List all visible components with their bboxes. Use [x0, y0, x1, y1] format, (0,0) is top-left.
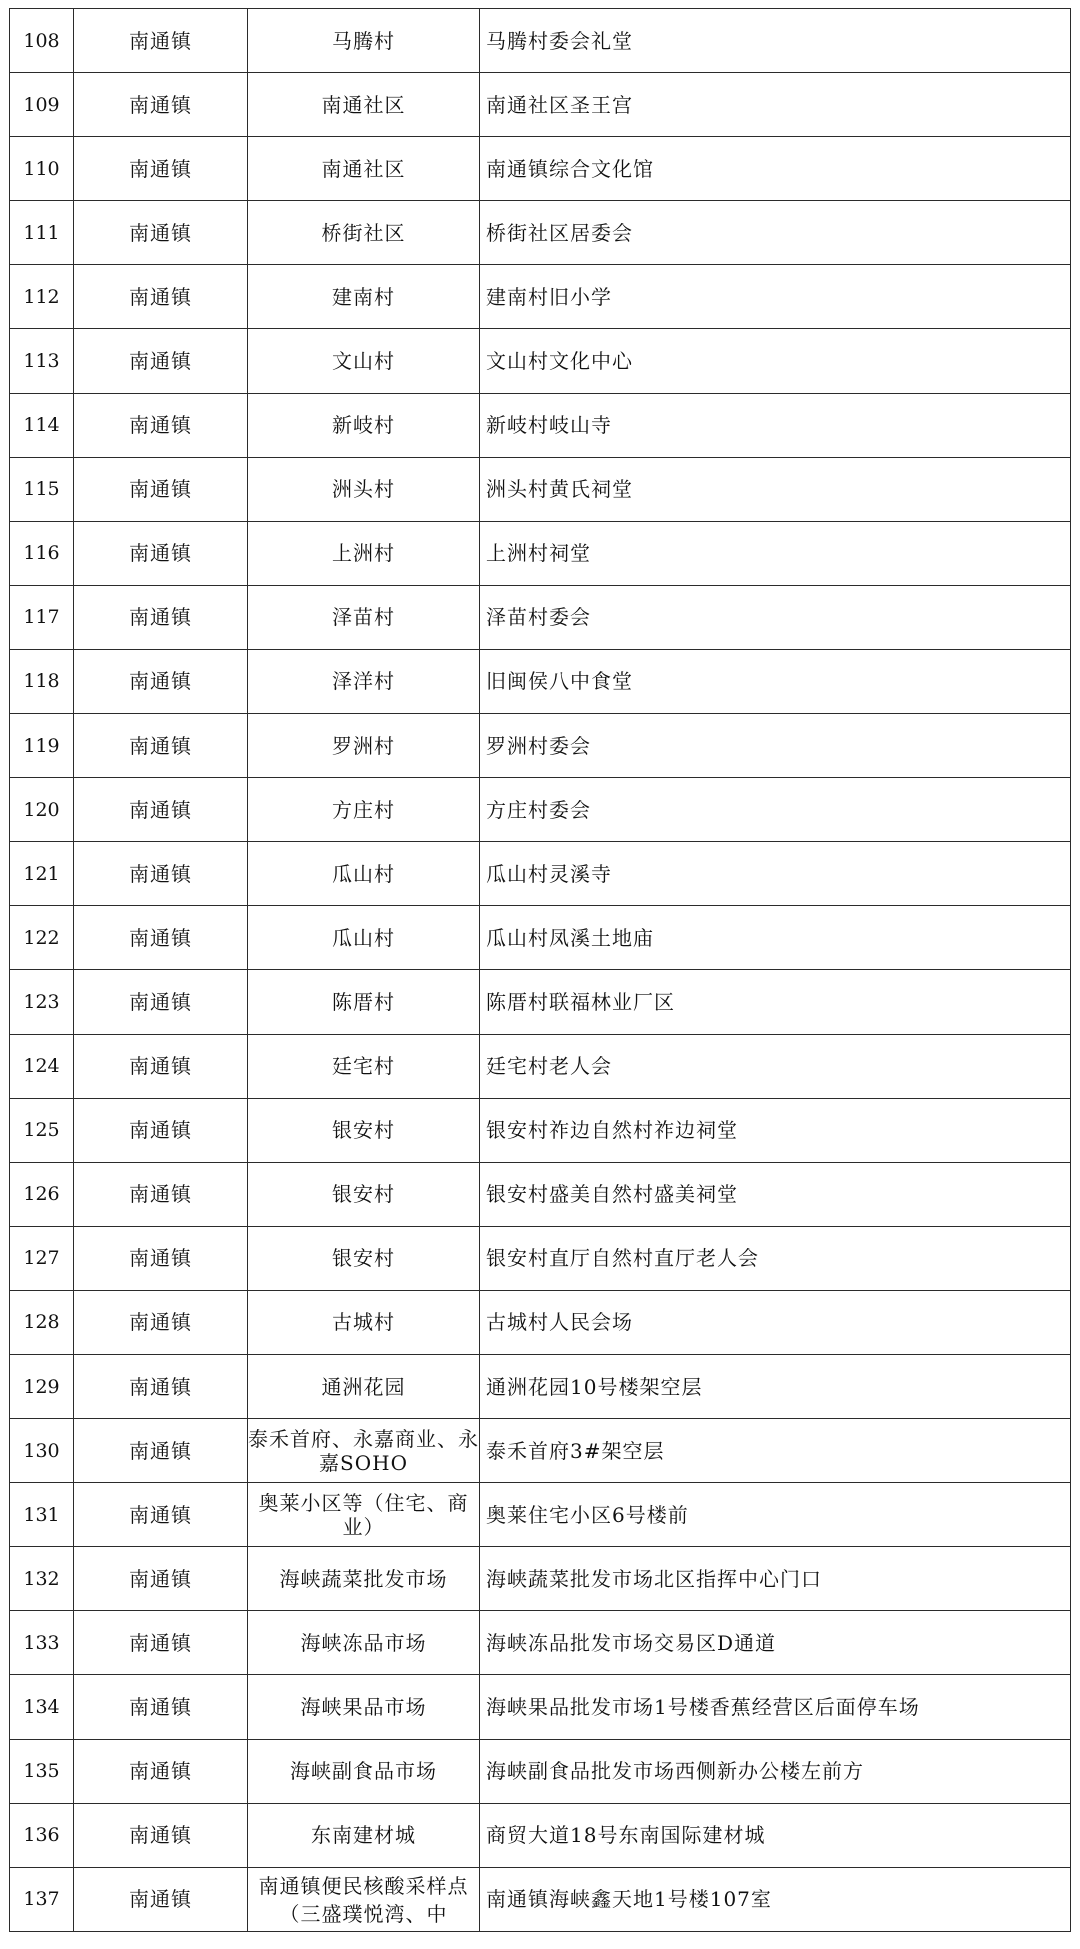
site-cell: 银安村: [248, 1098, 480, 1162]
town-cell: 南通镇: [74, 906, 248, 970]
address-cell: 廷宅村老人会: [480, 1034, 1071, 1098]
address-cell: 奥莱住宅小区6号楼前: [480, 1483, 1071, 1547]
row-number: 111: [10, 201, 74, 265]
site-cell: 奥莱小区等（住宅、商业）: [248, 1483, 480, 1547]
address-cell: 海峡果品批发市场1号楼香蕉经营区后面停车场: [480, 1675, 1071, 1739]
row-number: 133: [10, 1611, 74, 1675]
row-number: 123: [10, 970, 74, 1034]
row-number: 108: [10, 9, 74, 73]
address-cell: 桥街社区居委会: [480, 201, 1071, 265]
table-row: [10, 1034, 1071, 1098]
table-row: [10, 1098, 1071, 1162]
address-cell: 银安村祚边自然村祚边祠堂: [480, 1098, 1071, 1162]
table-row: [10, 1675, 1071, 1739]
address-cell: 通洲花园10号楼架空层: [480, 1354, 1071, 1418]
town-cell: 南通镇: [74, 714, 248, 778]
table-row: [10, 521, 1071, 585]
address-cell: 泽苗村委会: [480, 585, 1071, 649]
site-cell: 通洲花园: [248, 1354, 480, 1418]
site-cell: 海峡果品市场: [248, 1675, 480, 1739]
town-cell: 南通镇: [74, 1867, 248, 1931]
row-number: 112: [10, 265, 74, 329]
table-row: [10, 714, 1071, 778]
town-cell: 南通镇: [74, 842, 248, 906]
town-cell: 南通镇: [74, 1419, 248, 1483]
table-row: [10, 842, 1071, 906]
row-number: 118: [10, 649, 74, 713]
address-cell: 海峡蔬菜批发市场北区指挥中心门口: [480, 1547, 1071, 1611]
row-number: 128: [10, 1290, 74, 1354]
site-cell: 南通社区: [248, 137, 480, 201]
town-cell: 南通镇: [74, 1290, 248, 1354]
town-cell: 南通镇: [74, 1611, 248, 1675]
town-cell: 南通镇: [74, 1675, 248, 1739]
site-cell: 罗洲村: [248, 714, 480, 778]
table-row: [10, 137, 1071, 201]
row-number: 135: [10, 1739, 74, 1803]
table-row: [10, 73, 1071, 137]
address-cell: 陈厝村联福林业厂区: [480, 970, 1071, 1034]
row-number: 113: [10, 329, 74, 393]
table-row: [10, 906, 1071, 970]
site-cell: 东南建材城: [248, 1803, 480, 1867]
row-number: 125: [10, 1098, 74, 1162]
table-row: [10, 265, 1071, 329]
town-cell: 南通镇: [74, 1739, 248, 1803]
table-row: [10, 970, 1071, 1034]
table-row: [10, 1162, 1071, 1226]
address-cell: 洲头村黄氏祠堂: [480, 457, 1071, 521]
site-cell: 海峡蔬菜批发市场: [248, 1547, 480, 1611]
site-cell: 文山村: [248, 329, 480, 393]
town-cell: 南通镇: [74, 1483, 248, 1547]
row-number: 130: [10, 1419, 74, 1483]
row-number: 109: [10, 73, 74, 137]
town-cell: 南通镇: [74, 9, 248, 73]
site-cell: 廷宅村: [248, 1034, 480, 1098]
town-cell: 南通镇: [74, 265, 248, 329]
site-cell: 泽苗村: [248, 585, 480, 649]
row-number: 121: [10, 842, 74, 906]
row-number: 126: [10, 1162, 74, 1226]
table-row: [10, 1611, 1071, 1675]
site-cell: 桥街社区: [248, 201, 480, 265]
table-row: [10, 778, 1071, 842]
address-cell: 银安村盛美自然村盛美祠堂: [480, 1162, 1071, 1226]
site-cell: 建南村: [248, 265, 480, 329]
town-cell: 南通镇: [74, 778, 248, 842]
site-cell: 海峡副食品市场: [248, 1739, 480, 1803]
table-row: [10, 457, 1071, 521]
address-cell: 上洲村祠堂: [480, 521, 1071, 585]
table-row: [10, 393, 1071, 457]
address-cell: 南通镇海峡鑫天地1号楼107室: [480, 1867, 1071, 1931]
address-cell: 南通社区圣王宫: [480, 73, 1071, 137]
row-number: 136: [10, 1803, 74, 1867]
town-cell: 南通镇: [74, 1098, 248, 1162]
row-number: 127: [10, 1226, 74, 1290]
town-cell: 南通镇: [74, 457, 248, 521]
town-cell: 南通镇: [74, 329, 248, 393]
table-row: [10, 1419, 1071, 1483]
address-cell: 泰禾首府3#架空层: [480, 1419, 1071, 1483]
row-number: 117: [10, 585, 74, 649]
address-cell: 海峡副食品批发市场西侧新办公楼左前方: [480, 1739, 1071, 1803]
town-cell: 南通镇: [74, 1803, 248, 1867]
table-row: [10, 9, 1071, 73]
sampling-sites-table: [9, 8, 1071, 1932]
address-cell: 古城村人民会场: [480, 1290, 1071, 1354]
table-row: [10, 1547, 1071, 1611]
town-cell: 南通镇: [74, 201, 248, 265]
site-cell: 海峡冻品市场: [248, 1611, 480, 1675]
town-cell: 南通镇: [74, 585, 248, 649]
table-row: [10, 1290, 1071, 1354]
site-cell: 南通社区: [248, 73, 480, 137]
row-number: 120: [10, 778, 74, 842]
site-cell: 银安村: [248, 1226, 480, 1290]
address-cell: 文山村文化中心: [480, 329, 1071, 393]
address-cell: 方庄村委会: [480, 778, 1071, 842]
address-cell: 新岐村岐山寺: [480, 393, 1071, 457]
town-cell: 南通镇: [74, 393, 248, 457]
address-cell: 银安村直厅自然村直厅老人会: [480, 1226, 1071, 1290]
site-cell: 新岐村: [248, 393, 480, 457]
town-cell: 南通镇: [74, 521, 248, 585]
site-cell: 马腾村: [248, 9, 480, 73]
row-number: 134: [10, 1675, 74, 1739]
table-row: [10, 1739, 1071, 1803]
row-number: 114: [10, 393, 74, 457]
address-cell: 海峡冻品批发市场交易区D通道: [480, 1611, 1071, 1675]
town-cell: 南通镇: [74, 1547, 248, 1611]
town-cell: 南通镇: [74, 970, 248, 1034]
row-number: 116: [10, 521, 74, 585]
address-cell: 建南村旧小学: [480, 265, 1071, 329]
site-cell: 泰禾首府、永嘉商业、永嘉SOHO: [248, 1419, 480, 1483]
site-cell: 瓜山村: [248, 906, 480, 970]
table-row: [10, 329, 1071, 393]
address-cell: 瓜山村凤溪土地庙: [480, 906, 1071, 970]
sampling-sites-table-page: [9, 8, 1070, 1932]
town-cell: 南通镇: [74, 73, 248, 137]
town-cell: 南通镇: [74, 137, 248, 201]
town-cell: 南通镇: [74, 1034, 248, 1098]
row-number: 129: [10, 1354, 74, 1418]
table-row: [10, 1226, 1071, 1290]
address-cell: 瓜山村灵溪寺: [480, 842, 1071, 906]
row-number: 131: [10, 1483, 74, 1547]
address-cell: 马腾村委会礼堂: [480, 9, 1071, 73]
site-cell: 古城村: [248, 1290, 480, 1354]
town-cell: 南通镇: [74, 1226, 248, 1290]
address-cell: 罗洲村委会: [480, 714, 1071, 778]
row-number: 115: [10, 457, 74, 521]
address-cell: 旧闽侯八中食堂: [480, 649, 1071, 713]
site-cell: 陈厝村: [248, 970, 480, 1034]
table-row: [10, 1483, 1071, 1547]
table-row: [10, 201, 1071, 265]
site-cell: 泽洋村: [248, 649, 480, 713]
row-number: 137: [10, 1867, 74, 1931]
site-cell: 南通镇便民核酸采样点（三盛璞悦湾、中: [248, 1867, 480, 1931]
table-row: [10, 1867, 1071, 1931]
site-cell: 上洲村: [248, 521, 480, 585]
town-cell: 南通镇: [74, 649, 248, 713]
site-cell: 洲头村: [248, 457, 480, 521]
table-row: [10, 1354, 1071, 1418]
table-row: [10, 649, 1071, 713]
site-cell: 银安村: [248, 1162, 480, 1226]
address-cell: 南通镇综合文化馆: [480, 137, 1071, 201]
table-row: [10, 585, 1071, 649]
row-number: 132: [10, 1547, 74, 1611]
row-number: 110: [10, 137, 74, 201]
table-row: [10, 1803, 1071, 1867]
site-cell: 瓜山村: [248, 842, 480, 906]
town-cell: 南通镇: [74, 1162, 248, 1226]
town-cell: 南通镇: [74, 1354, 248, 1418]
row-number: 119: [10, 714, 74, 778]
site-cell: 方庄村: [248, 778, 480, 842]
row-number: 122: [10, 906, 74, 970]
row-number: 124: [10, 1034, 74, 1098]
address-cell: 商贸大道18号东南国际建材城: [480, 1803, 1071, 1867]
